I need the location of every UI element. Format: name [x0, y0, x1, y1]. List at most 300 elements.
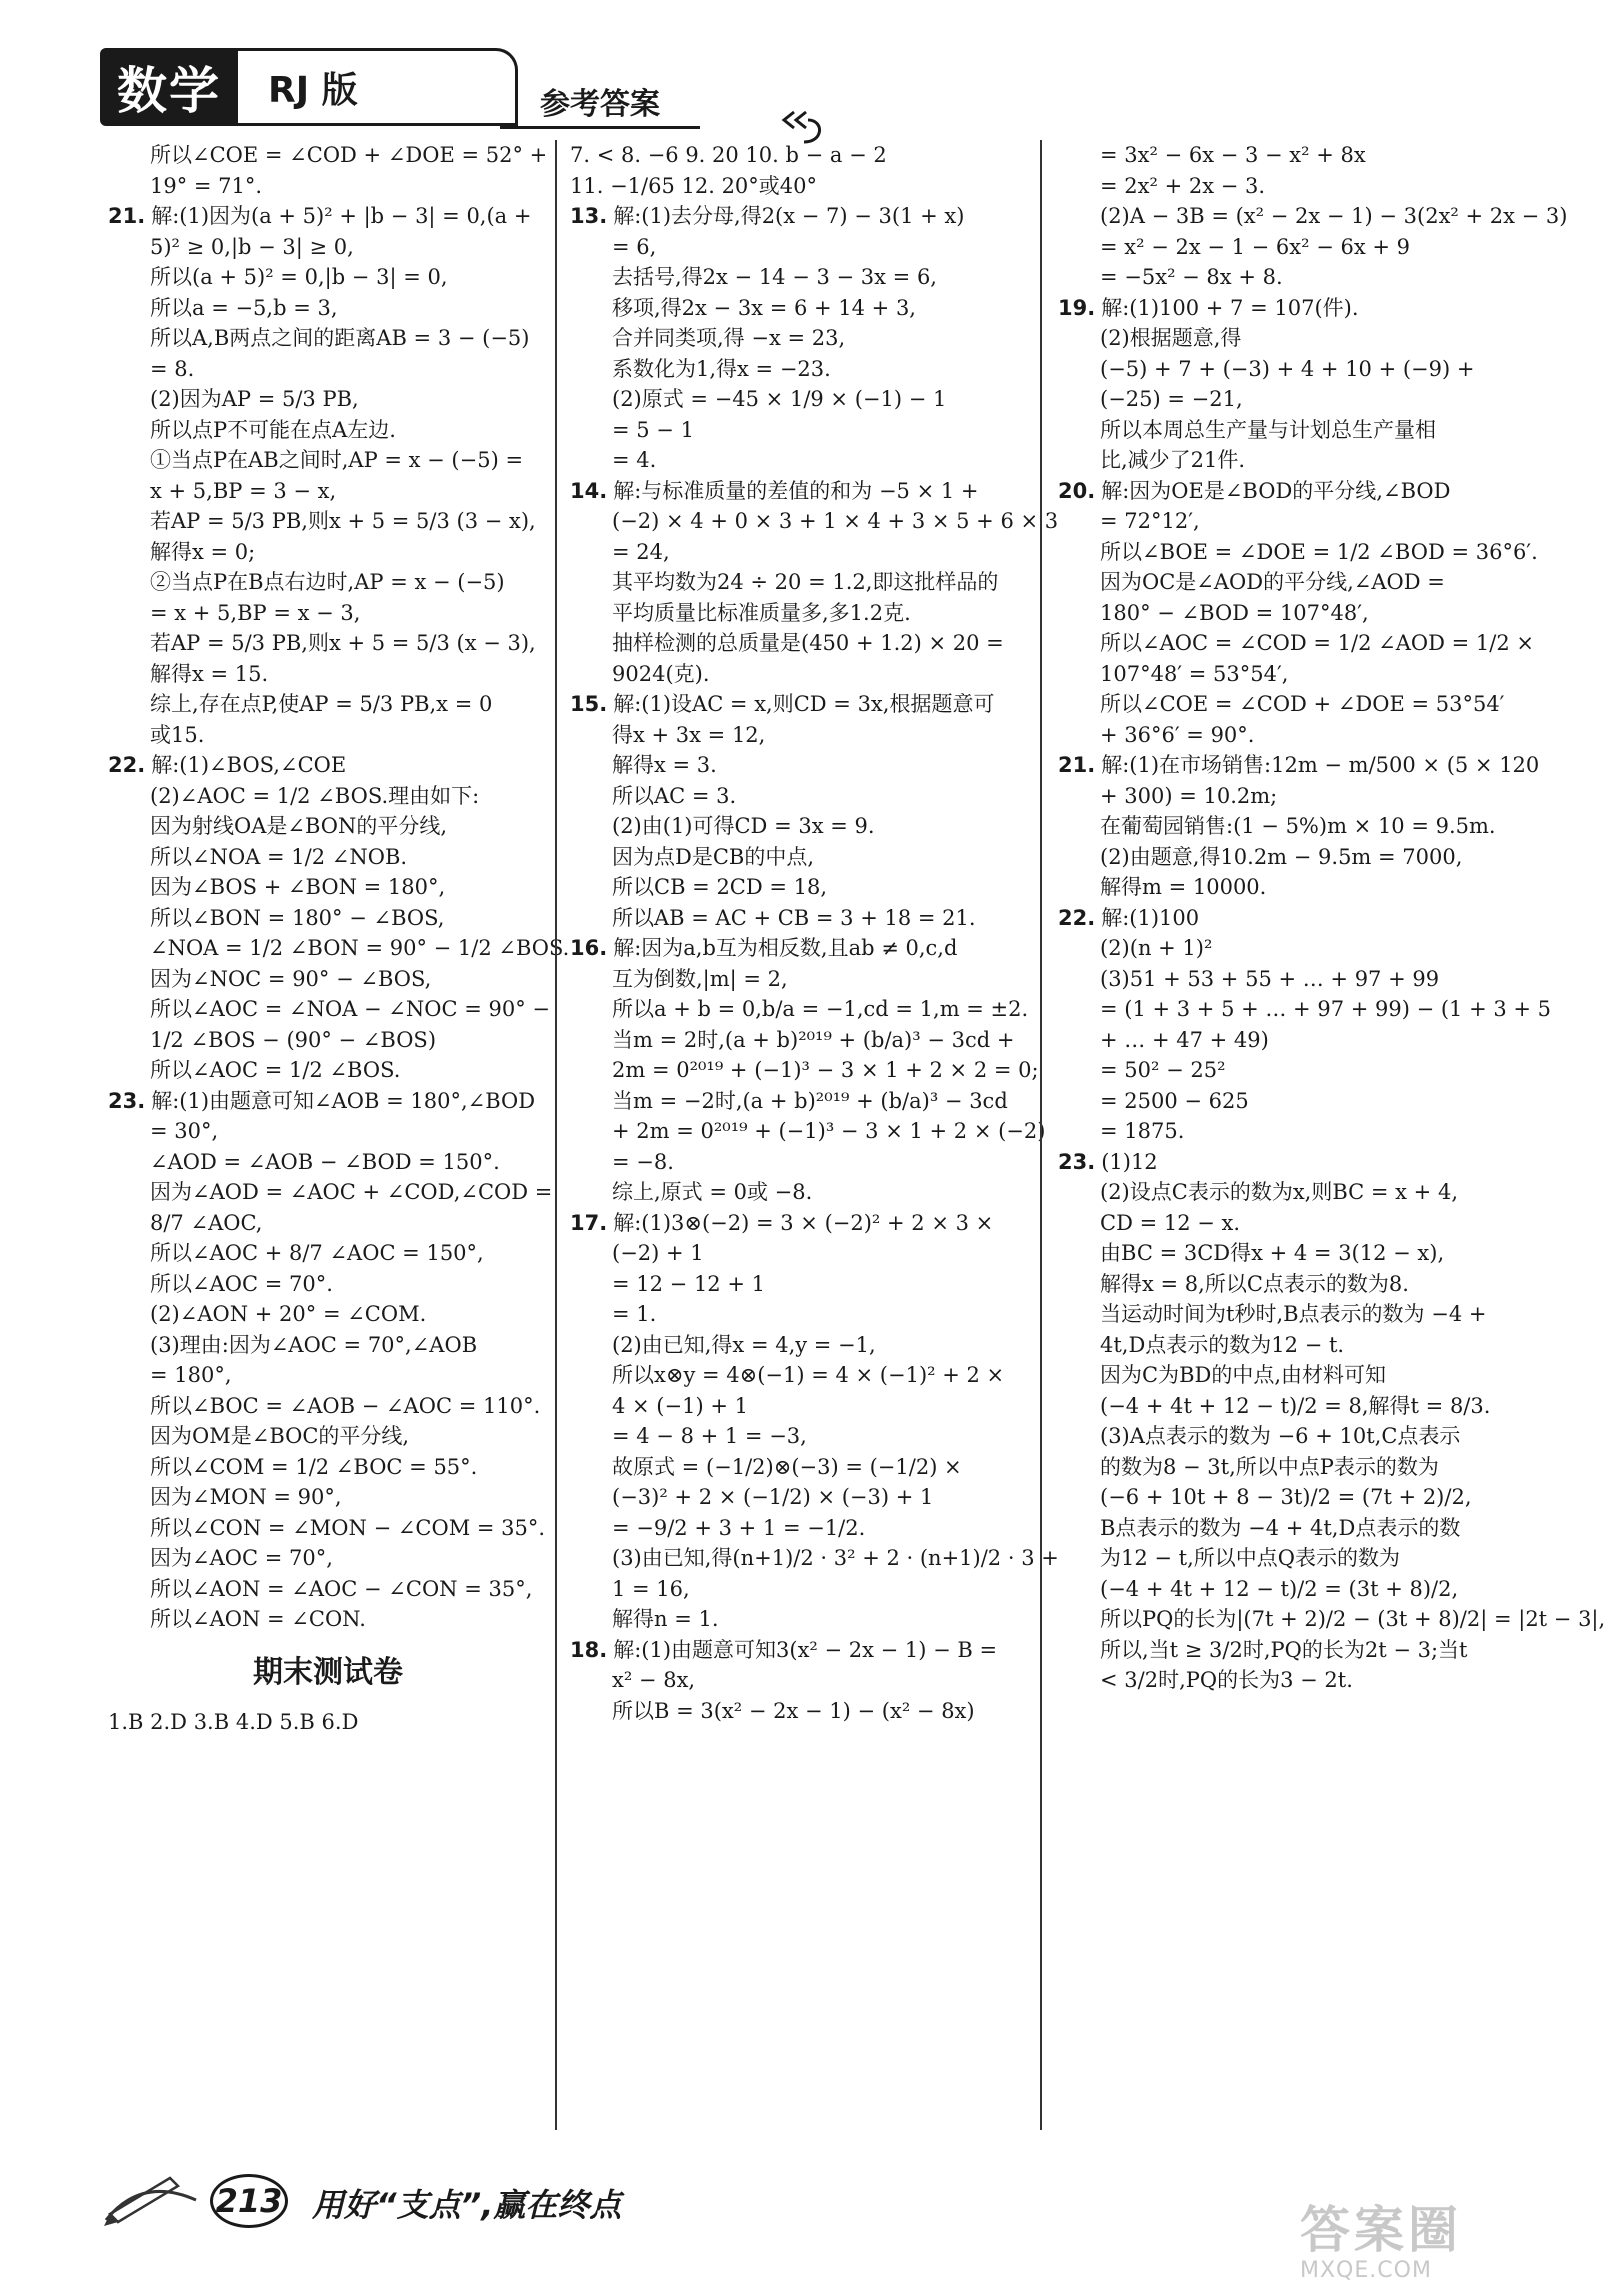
answer-line [1058, 1025, 1478, 1056]
answer-line [570, 1482, 1010, 1513]
answer-line [570, 293, 1010, 324]
answer-text: = −5x² − 8x + 8. [1100, 265, 1283, 289]
answer-line [1058, 1269, 1478, 1300]
answer-text: 所以本周总生产量与计划总生产量相 [1100, 417, 1436, 442]
answer-text: 解:(1)100 + 7 = 107(件). [1101, 295, 1359, 320]
answer-line [1058, 1665, 1478, 1696]
answer-line [570, 964, 1010, 995]
question-number: 22. [108, 753, 146, 777]
answer-line [1058, 1360, 1478, 1391]
answer-text: 19° = 71°. [150, 173, 263, 198]
answer-text: (2)∠AOC = 1/2 ∠BOS.理由如下: [150, 783, 480, 808]
answer-line [570, 323, 1010, 354]
section-title-answers: 参考答案 [500, 76, 700, 129]
answer-line [570, 1574, 1010, 1605]
answer-text: 解得x = 3. [612, 753, 717, 777]
page-footer [100, 2160, 800, 2240]
answer-text: 当m = −2时,(a + b)²⁰¹⁹ + (b/a)³ − 3cd [612, 1088, 1008, 1113]
answer-text: (3)A点表示的数为 −6 + 10t,C点表示 [1100, 1424, 1461, 1448]
question-number: 21. [1058, 753, 1096, 777]
answer-line [570, 201, 1010, 232]
answer-line [108, 415, 548, 446]
answer-text: 所以A,B两点之间的距离AB = 3 − (−5) [150, 326, 530, 350]
question-number: 21. [108, 204, 146, 228]
answer-text: 所以∠BON = 180° − ∠BOS, [150, 905, 445, 930]
answer-line [1058, 1116, 1478, 1147]
answer-line [1058, 1635, 1478, 1666]
answer-line [570, 842, 1010, 873]
answer-text: (3)51 + 53 + 55 + … + 97 + 99 [1100, 966, 1440, 991]
answer-text: = 2500 − 625 [1100, 1088, 1249, 1113]
answer-text: 1.B 2.D 3.B 4.D 5.B 6.D [108, 1709, 359, 1734]
answer-line [1058, 1452, 1478, 1483]
answer-text: 因为OM是∠BOC的平分线, [150, 1424, 410, 1448]
answer-line [1058, 933, 1478, 964]
answer-line [1058, 140, 1478, 171]
answer-line [108, 1391, 548, 1422]
answer-text: 解得x = 15. [150, 661, 269, 686]
answer-line [570, 1604, 1010, 1635]
answer-text: (−3)² + 2 × (−1/2) × (−3) + 1 [612, 1485, 934, 1509]
answer-line [108, 1513, 548, 1544]
answer-text: 因为∠AOD = ∠AOC + ∠COD,∠COD = [150, 1180, 553, 1204]
answer-line [108, 1543, 548, 1574]
answer-line [108, 232, 548, 263]
answer-text: = 5 − 1 [612, 417, 694, 442]
answer-line [570, 1513, 1010, 1544]
answer-text: 所以,当t ≥ 3/2时,PQ的长为2t − 3;当t [1100, 1637, 1468, 1662]
answer-line [570, 415, 1010, 446]
answer-line [108, 720, 548, 751]
answer-text: 所以CB = 2CD = 18, [612, 875, 828, 899]
answer-line [1058, 506, 1478, 537]
answer-line [570, 598, 1010, 629]
answer-text: 所以∠COE = ∠COD + ∠DOE = 53°54′ [1100, 692, 1505, 716]
answer-text: < 3/2时,PQ的长为3 − 2t. [1100, 1668, 1353, 1692]
answer-text: 解:与标准质量的差值的和为 −5 × 1 + [613, 478, 979, 503]
answer-text: 所以a + b = 0,b/a = −1,cd = 1,m = ±2. [612, 997, 1029, 1021]
answer-text: 180° − ∠BOD = 107°48′, [1100, 600, 1369, 625]
answer-text: 所以(a + 5)² = 0,|b − 3| = 0, [150, 265, 448, 289]
answer-text: 所以∠AOC = 1/2 ∠BOS. [150, 1058, 401, 1082]
answer-column-middle [570, 140, 1059, 1726]
answer-text: 平均质量比标准质量多,多1.2克. [612, 600, 911, 625]
answer-line [1058, 1055, 1478, 1086]
answer-column-left [108, 140, 570, 1737]
answer-text: 1/2 ∠BOS − (90° − ∠BOS) [150, 1027, 437, 1052]
answer-text: 的数为8 − 3t,所以中点P表示的数为 [1100, 1454, 1439, 1479]
answer-line [108, 1604, 548, 1635]
answer-text: 系数化为1,得x = −23. [612, 356, 831, 381]
answer-line [570, 1665, 1010, 1696]
answer-line [1058, 201, 1568, 232]
answer-text: (2)由(1)可得CD = 3x = 9. [612, 814, 875, 838]
answer-line [108, 1208, 548, 1239]
answer-line [108, 1116, 548, 1147]
answer-text: (3)由已知,得(n+1)/2 · 3² + 2 · (n+1)/2 · 3 + [612, 1546, 1059, 1570]
answer-text: = −8. [612, 1149, 674, 1174]
answer-line [1058, 781, 1478, 812]
column-divider [555, 140, 557, 2130]
answer-line [570, 659, 1010, 690]
answer-text: 期末测试卷 [253, 1654, 403, 1690]
answer-text: 107°48′ = 53°54′, [1100, 661, 1289, 686]
answer-line [108, 1055, 548, 1086]
question-number: 22. [1058, 905, 1096, 930]
answer-line [1058, 171, 1478, 202]
answer-text: 因为∠AOC = 70°, [150, 1546, 333, 1570]
answer-text: 所以点P不可能在点A左边. [150, 417, 396, 442]
answer-text: (2)根据题意,得 [1100, 326, 1242, 350]
answer-text: = x + 5,BP = x − 3, [150, 600, 361, 625]
answer-line [108, 445, 548, 476]
exam-section-title [108, 1635, 548, 1707]
answer-text: 抽样检测的总质量是(450 + 1.2) × 20 = [612, 631, 1004, 655]
answer-line [570, 1360, 1010, 1391]
answer-line [570, 1299, 1010, 1330]
answer-line [108, 293, 548, 324]
answer-line [108, 1360, 548, 1391]
answer-text: 若AP = 5/3 PB,则x + 5 = 5/3 (x − 3), [150, 631, 536, 655]
answer-text: (2)∠AON + 20° = ∠COM. [150, 1302, 427, 1326]
question-number: 19. [1058, 295, 1096, 320]
column-divider [1040, 140, 1042, 2130]
answer-line [1058, 1330, 1478, 1361]
page-number: 213 [210, 2174, 288, 2228]
answer-line [1058, 323, 1478, 354]
answer-line [570, 537, 1010, 568]
answer-text: = 50² − 25² [1100, 1058, 1226, 1082]
answer-text: = 4 − 8 + 1 = −3, [612, 1424, 807, 1448]
answer-line [570, 384, 1010, 415]
answer-line [570, 628, 1010, 659]
answer-line [570, 140, 1010, 171]
watermark-url: MXQE.COM [1300, 2258, 1432, 2283]
answer-text: 移项,得2x − 3x = 6 + 14 + 3, [612, 295, 916, 320]
answer-text: 所以B = 3(x² − 2x − 1) − (x² − 8x) [612, 1698, 975, 1723]
answer-text: 当运动时间为t秒时,B点表示的数为 −4 + [1100, 1302, 1487, 1326]
answer-text: B点表示的数为 −4 + 4t,D点表示的数 [1100, 1515, 1461, 1540]
answer-line [1058, 811, 1496, 842]
answer-text: 解得m = 10000. [1100, 875, 1267, 899]
answer-text: 2m = 0²⁰¹⁹ + (−1)³ − 3 × 1 + 2 × 2 = 0; [612, 1058, 1039, 1082]
answer-line [1058, 415, 1478, 446]
answer-line [570, 1543, 1059, 1574]
answer-text: 所以AC = 3. [612, 783, 737, 808]
answer-line [108, 1086, 548, 1117]
answer-text: = 1. [612, 1302, 657, 1326]
answer-line [1058, 354, 1478, 385]
answer-line [570, 750, 1010, 781]
answer-text: CD = 12 − x. [1100, 1210, 1241, 1235]
answer-line [108, 1707, 548, 1738]
watermark [1300, 2190, 1510, 2283]
answer-line [108, 689, 548, 720]
answer-line [1058, 598, 1478, 629]
answer-line [570, 476, 1010, 507]
answer-text: 所以∠AON = ∠AOC − ∠CON = 35°, [150, 1576, 533, 1601]
answer-line [108, 262, 548, 293]
answer-text: 解得x = 0; [150, 539, 256, 564]
answer-line [570, 1208, 1010, 1239]
answer-line [1058, 750, 1540, 781]
answer-text: = 72°12′, [1100, 509, 1200, 533]
answer-line [108, 598, 548, 629]
answer-text: 当m = 2时,(a + b)²⁰¹⁹ + (b/a)³ − 3cd + [612, 1027, 1015, 1052]
answer-text: 所以∠AOC + 8/7 ∠AOC = 150°, [150, 1241, 484, 1265]
answer-line [108, 964, 548, 995]
answer-line [108, 1177, 553, 1208]
question-number: 13. [570, 204, 608, 228]
answer-text: 11. −1/65 12. 20°或40° [570, 173, 818, 198]
answer-text: = 180°, [150, 1363, 232, 1387]
answer-line [108, 506, 548, 537]
answer-line [570, 720, 1010, 751]
answer-line [570, 689, 1010, 720]
answer-line [570, 1635, 1010, 1666]
answer-text: = 4. [612, 448, 657, 472]
answer-text: 其平均数为24 ÷ 20 = 1.2,即这批样品的 [612, 570, 999, 594]
answer-line [1058, 994, 1552, 1025]
pen-icon [100, 2170, 200, 2234]
answer-line [1058, 903, 1478, 934]
answer-text: + 36°6′ = 90°. [1100, 722, 1255, 747]
answer-text: = (1 + 3 + 5 + … + 97 + 99) − (1 + 3 + 5 [1100, 997, 1552, 1021]
answer-text: = 8. [150, 356, 195, 381]
answer-text: 或15. [150, 722, 205, 747]
answer-text: 解:(1)去分母,得2(x − 7) − 3(1 + x) [613, 204, 965, 228]
answer-text: 得x + 3x = 12, [612, 722, 766, 747]
answer-line [570, 1147, 1010, 1178]
answer-line [108, 994, 548, 1025]
answer-text: 所以∠BOC = ∠AOB − ∠AOC = 110°. [150, 1393, 541, 1418]
answer-line [1058, 1238, 1478, 1269]
answer-line [570, 567, 1010, 598]
answer-text: (−2) + 1 [612, 1241, 704, 1265]
answer-text: 去括号,得2x − 14 − 3 − 3x = 6, [612, 265, 937, 289]
answer-text: (2)由已知,得x = 4,y = −1, [612, 1332, 876, 1357]
answer-text: 所以PQ的长为|(7t + 2)/2 − (3t + 8)/2| = |2t − 3|, [1100, 1607, 1605, 1631]
answer-text: 在葡萄园销售:(1 − 5%)m × 10 = 9.5m. [1100, 814, 1496, 838]
answer-text: ∠NOA = 1/2 ∠BON = 90° − 1/2 ∠BOS. [150, 936, 570, 960]
answer-line [570, 1452, 1010, 1483]
answer-text: (3)理由:因为∠AOC = 70°,∠AOB [150, 1332, 478, 1357]
answer-line [108, 1299, 548, 1330]
answer-text: x + 5,BP = 3 − x, [150, 478, 337, 503]
answer-line [570, 994, 1029, 1025]
answer-line [570, 1177, 1010, 1208]
answer-line [1058, 1482, 1478, 1513]
answer-text: 所以∠CON = ∠MON − ∠COM = 35°. [150, 1515, 546, 1540]
answer-line [1058, 1391, 1491, 1422]
answer-text: + 300) = 10.2m; [1100, 783, 1278, 808]
answer-text: (−4 + 4t + 12 − t)/2 = (3t + 8)/2, [1100, 1576, 1459, 1601]
answer-text: = 6, [612, 234, 657, 259]
answer-text: 合并同类项,得 −x = 23, [612, 326, 846, 350]
answer-line [108, 1482, 548, 1513]
answer-text: 所以∠COM = 1/2 ∠BOC = 55°. [150, 1454, 478, 1479]
answer-line [570, 1330, 1010, 1361]
answer-text: (−5) + 7 + (−3) + 4 + 10 + (−9) + [1100, 356, 1475, 381]
answer-line [108, 384, 548, 415]
answer-line [108, 140, 548, 171]
answer-text: 7. < 8. −6 9. 20 10. b − a − 2 [570, 143, 887, 167]
answer-line [570, 872, 1010, 903]
footer-slogan: 用好“支点”,赢在终点 [312, 2186, 622, 2224]
answer-line [570, 1116, 1046, 1147]
answer-line [108, 1238, 548, 1269]
answer-line [1058, 1421, 1478, 1452]
subject-label: 数学 [100, 48, 238, 126]
answer-text: (−4 + 4t + 12 − t)/2 = 8,解得t = 8/3. [1100, 1393, 1491, 1418]
page-header [100, 48, 740, 126]
answer-line [1058, 1543, 1478, 1574]
answer-line [1058, 1604, 1605, 1635]
answer-text: 若AP = 5/3 PB,则x + 5 = 5/3 (3 − x), [150, 509, 536, 533]
answer-line [570, 171, 1010, 202]
watermark-text: 答案圈 [1300, 2201, 1462, 2259]
answer-text: 所以x⊗y = 4⊗(−1) = 4 × (−1)² + 2 × [612, 1363, 1005, 1387]
answer-line [570, 1696, 1010, 1727]
answer-text: 所以∠BOE = ∠DOE = 1/2 ∠BOD = 36°6′. [1100, 539, 1538, 564]
answer-line [108, 628, 548, 659]
answer-text: 综上,原式 = 0或 −8. [612, 1180, 813, 1204]
answer-text: 解:(1)设AC = x,则CD = 3x,根据题意可 [613, 692, 995, 716]
answer-line [1058, 1513, 1478, 1544]
answer-text: 解:(1)100 [1101, 905, 1200, 930]
question-number: 14. [570, 478, 608, 503]
answer-text: ②当点P在B点右边时,AP = x − (−5) [150, 570, 505, 594]
answer-line [108, 903, 548, 934]
answer-line [108, 1421, 548, 1452]
answer-line [1058, 293, 1478, 324]
answer-text: 互为倒数,|m| = 2, [612, 966, 788, 991]
answer-line [108, 1574, 548, 1605]
answer-line [1058, 476, 1478, 507]
answer-text: 5)² ≥ 0,|b − 3| ≥ 0, [150, 234, 354, 259]
answer-line [108, 1269, 548, 1300]
answer-line [108, 842, 548, 873]
answer-text: 4t,D点表示的数为12 − t. [1100, 1332, 1345, 1357]
answer-text: 8/7 ∠AOC, [150, 1210, 263, 1235]
answer-text: ∠AOD = ∠AOB − ∠BOD = 150°. [150, 1149, 500, 1174]
answer-line [108, 811, 548, 842]
question-number: 16. [570, 936, 608, 960]
answer-line [1058, 1086, 1478, 1117]
question-number: 20. [1058, 478, 1096, 503]
answer-text: 故原式 = (−1/2)⊗(−3) = (−1/2) × [612, 1454, 962, 1479]
answer-line [108, 354, 548, 385]
answer-text: 所以a = −5,b = 3, [150, 295, 338, 320]
answer-line [108, 171, 548, 202]
answer-column-right [1058, 140, 1605, 1696]
edition-label: RJ 版 [238, 48, 518, 126]
answer-line [1058, 1574, 1478, 1605]
answer-line [108, 1330, 548, 1361]
answer-text: (−6 + 10t + 8 − 3t)/2 = (7t + 2)/2, [1100, 1485, 1472, 1509]
answer-text: = −9/2 + 3 + 1 = −1/2. [612, 1515, 866, 1540]
answer-text: 解:因为a,b互为相反数,且ab ≠ 0,c,d [613, 936, 958, 960]
answer-text: 由BC = 3CD得x + 4 = 3(12 − x), [1100, 1241, 1445, 1265]
answer-line [1058, 689, 1505, 720]
answer-line [570, 445, 1010, 476]
answer-line [1058, 964, 1478, 995]
answer-text: 因为∠BOS + ∠BON = 180°, [150, 875, 446, 899]
answer-text: 解得x = 8,所以C点表示的数为8. [1100, 1271, 1409, 1296]
answer-text: = 3x² − 6x − 3 − x² + 8x [1100, 143, 1366, 167]
answer-text: 所以∠AOC = ∠NOA − ∠NOC = 90° − [150, 997, 550, 1021]
question-number: 23. [1058, 1149, 1096, 1174]
answer-text: = 24, [612, 539, 670, 564]
answer-text: 所以∠AON = ∠CON. [150, 1607, 366, 1631]
question-number: 18. [570, 1637, 608, 1662]
answer-text: = 30°, [150, 1119, 219, 1143]
answer-text: 解:(1)由题意可知∠AOB = 180°,∠BOD [151, 1088, 536, 1113]
answer-line [1058, 659, 1478, 690]
answer-line [108, 781, 548, 812]
answer-line [108, 323, 548, 354]
question-number: 17. [570, 1210, 608, 1235]
answer-line [570, 1055, 1039, 1086]
answer-line [1058, 1208, 1478, 1239]
answer-line [570, 903, 1010, 934]
answer-text: = 2x² + 2x − 3. [1100, 173, 1266, 198]
answer-text: 解:(1)∠BOS,∠COE [151, 753, 347, 777]
answer-line [1058, 537, 1538, 568]
answer-line [1058, 720, 1478, 751]
answer-text: = x² − 2x − 1 − 6x² − 6x + 9 [1100, 234, 1411, 259]
answer-line [1058, 1299, 1487, 1330]
answer-text: (2)A − 3B = (x² − 2x − 1) − 3(2x² + 2x − 3) [1100, 204, 1568, 228]
answer-line [570, 811, 1010, 842]
question-number: 15. [570, 692, 608, 716]
answer-text: 为12 − t,所以中点Q表示的数为 [1100, 1546, 1400, 1570]
answer-text: ①当点P在AB之间时,AP = x − (−5) = [150, 448, 524, 472]
answer-line [1058, 1147, 1478, 1178]
answer-line [1058, 232, 1478, 263]
answer-text: 所以∠COE = ∠COD + ∠DOE = 52° + [150, 143, 548, 167]
answer-text: 因为C为BD的中点,由材料可知 [1100, 1363, 1387, 1387]
answer-text: + … + 47 + 49) [1100, 1027, 1269, 1052]
answer-line [570, 262, 1010, 293]
answer-text: 1 = 16, [612, 1576, 690, 1601]
answer-text: (2)由题意,得10.2m − 9.5m = 7000, [1100, 844, 1463, 869]
answer-line [570, 1086, 1010, 1117]
answer-text: 解:(1)3⊗(−2) = 3 × (−2)² + 2 × 3 × [613, 1210, 994, 1235]
answer-line [108, 659, 548, 690]
answer-line [108, 567, 548, 598]
answer-line [1058, 567, 1478, 598]
answer-line [570, 1025, 1015, 1056]
answer-text: 解得n = 1. [612, 1607, 719, 1631]
answer-text: = 12 − 12 + 1 [612, 1271, 765, 1296]
answer-line [1058, 628, 1534, 659]
answer-text: 综上,存在点P,使AP = 5/3 PB,x = 0 [150, 692, 493, 716]
answer-line [570, 781, 1010, 812]
answer-text: 所以∠AOC = ∠COD = 1/2 ∠AOD = 1/2 × [1100, 631, 1534, 655]
answer-line [1058, 384, 1478, 415]
answer-line [570, 1421, 1010, 1452]
answer-line [108, 201, 548, 232]
answer-text: 因为OC是∠AOD的平分线,∠AOD = [1100, 570, 1445, 594]
answer-line [108, 750, 548, 781]
answer-text: 所以∠NOA = 1/2 ∠NOB. [150, 844, 408, 869]
answer-line [570, 354, 1010, 385]
answer-line [570, 1391, 1010, 1422]
answer-line [108, 1147, 548, 1178]
answer-text: + 2m = 0²⁰¹⁹ + (−1)³ − 3 × 1 + 2 × (−2) [612, 1119, 1046, 1143]
answer-line [570, 1269, 1010, 1300]
